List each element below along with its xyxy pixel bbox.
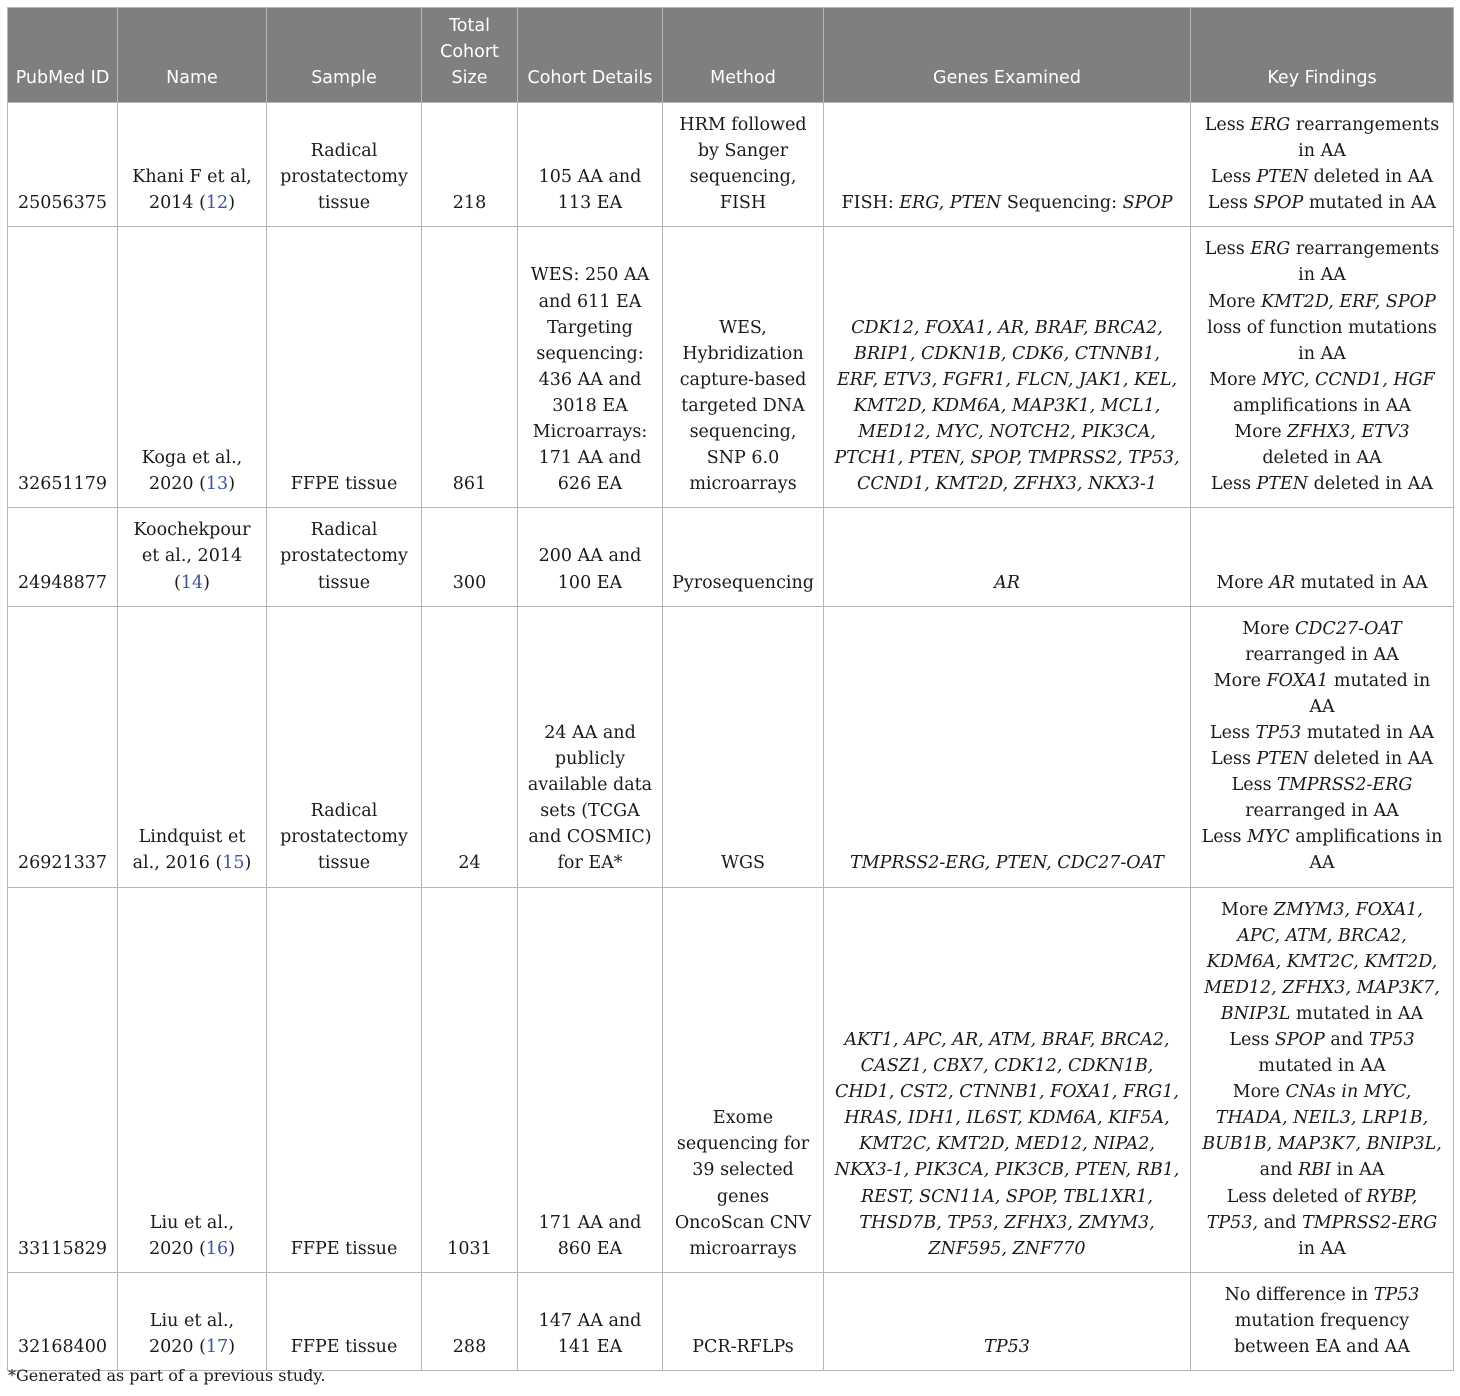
table-footnote: *Generated as part of a previous study. [8,1366,326,1385]
table-row [8,508,1454,606]
text-segment: More [1234,422,1288,443]
text-line [1199,1282,1445,1360]
gene-name: AR [994,572,1020,593]
header-cohort-details: Cohort Details [518,8,663,103]
header-total-cohort-size: Total Cohort Size [422,8,518,103]
reference-link[interactable]: 16 [205,1238,229,1259]
gene-name: ZMYM3, FOXA1, APC, ATM, BRCA2, KDM6A, KMT2C, KMT2D, MED12, ZFHX3, MAP3K7, BNIP3L [1204,899,1440,1024]
text-segment: Less [1207,193,1254,214]
text-line [832,1334,1182,1360]
table-row [8,606,1454,887]
cell-cohort-details: 105 AA and 113 EA [518,103,663,227]
cell-pubmed-id: 24948877 [8,508,118,606]
study-name: Lindquist et al., 2016 [132,827,246,874]
cell-sample: FFPE tissue [267,1272,422,1370]
gene-name: ZFHX3, ETV3 [1287,422,1410,443]
gene-name: RBI [1298,1160,1332,1181]
gene-name: TP53 [984,1337,1030,1358]
text-segment: More [1209,369,1262,390]
cell-genes-examined [824,508,1191,606]
text-line [832,850,1182,876]
text-line [1199,367,1445,419]
study-name: Liu et al., 2020 [148,1212,235,1259]
text-segment: Less [1211,167,1257,188]
study-name: Liu et al., 2020 [148,1310,235,1358]
table-row [8,227,1454,508]
text-segment: More [1232,1082,1286,1103]
cell-cohort-details: 200 AA and 100 EA [518,508,663,606]
text-segment: Less [1231,775,1278,796]
genomic-studies-table [7,7,1454,1371]
text-line [832,1027,1182,1262]
table-header-row [8,8,1454,103]
cell-total-cohort-size: 861 [422,227,518,508]
text-segment: rearrangements in AA [1290,239,1440,286]
text-segment: rearranged in AA [1245,644,1399,665]
table-row [8,887,1454,1272]
text-segment: More [1208,291,1262,312]
text-segment: mutated in AA [1294,572,1428,593]
text-segment: FISH: [841,193,900,214]
header-method: Method [663,8,824,103]
cell-genes-examined [824,887,1191,1272]
text-line [1199,746,1445,772]
text-segment: and [1324,1030,1369,1050]
gene-name: CDK12, FOXA1, AR, BRAF, BRCA2, BRIP1, CDKN1B, CDK6, CTNNB1, ERF, ETV3, FGFR1, FLCN, JAK1, KEL, KMT2D, KDM6A, MAP3K1, MCL1, MED12, MYC, NOTCH2, PIK3CA, PTCH1, PTEN, SPOP, TMPRSS2, TP53, CCND1, KMT2D, ZFHX3, NKX3-1 [834,317,1180,495]
cell-cohort-details: 147 AA and 141 EA [518,1272,663,1370]
table-row [8,103,1454,227]
header-key-findings: Key Findings [1191,8,1454,103]
text-segment: in AA [1298,1238,1346,1259]
text-segment: Less [1210,722,1256,743]
header-genes-examined: Genes Examined [824,8,1191,103]
text-segment: mutated in AA [1290,1003,1424,1024]
text-segment: amplifications in AA [1289,827,1443,874]
cell-pubmed-id: 32168400 [8,1272,118,1370]
text-segment: deleted in AA [1262,448,1382,469]
text-segment: in AA [1331,1160,1385,1181]
gene-name: MYC, CCND1, HGF [1261,369,1435,390]
cell-name: Liu et al., 2020 (16) [118,887,267,1272]
cell-pubmed-id: 26921337 [8,606,118,887]
cell-key-findings [1191,1272,1454,1370]
cell-genes-examined [824,103,1191,227]
text-segment: More [1242,618,1296,639]
cell-cohort-details: 24 AA and publicly available data sets (TCGA and COSMIC) for EA* [518,606,663,887]
reference-link[interactable]: 13 [205,474,229,495]
cell-key-findings [1191,508,1454,606]
text-line [1199,772,1445,824]
gene-name: PTEN [1256,749,1309,770]
cell-total-cohort-size: 300 [422,508,518,606]
header-name: Name [118,8,267,103]
cell-method: WES, Hybridization capture-based targeted DNA sequencing, SNP 6.0 microarrays [663,227,824,508]
text-segment: mutated in AA [1258,1056,1386,1077]
cell-name: Lindquist et al., 2016 (15) [118,606,267,887]
text-line [1199,897,1445,1027]
cell-name: Liu et al., 2020 (17) [118,1272,267,1370]
gene-name: KMT2D, ERF, SPOP [1261,291,1436,312]
text-line [1199,236,1445,288]
text-line [832,190,1182,216]
cell-method: Pyrosequencing [663,508,824,606]
text-line [1199,289,1445,367]
text-segment: No difference in [1224,1284,1374,1305]
text-segment: amplifications in AA [1232,395,1412,416]
gene-name: SPOP [1253,193,1304,214]
header-sample: Sample [267,8,422,103]
reference-link[interactable]: 17 [205,1337,229,1358]
reference-link[interactable]: 12 [205,193,229,214]
cell-name: Koga et al., 2020 (13) [118,227,267,508]
gene-name: FOXA1 [1266,670,1329,691]
text-line [1199,419,1445,471]
text-segment: Less [1201,827,1248,848]
gene-name: ERG [1250,239,1291,260]
gene-name: TMPRSS2-ERG, PTEN, CDC27-OAT [850,853,1164,874]
table-body [8,103,1454,1371]
text-segment: loss of function mutations in AA [1207,317,1437,364]
cell-method: Exome sequencing for 39 selected genes OncoScan CNV microarrays [663,887,824,1272]
cell-method: PCR-RFLPs [663,1272,824,1370]
cell-pubmed-id: 32651179 [8,227,118,508]
text-line [1199,471,1445,497]
text-segment: Sequencing: [1001,193,1123,214]
cell-pubmed-id: 25056375 [8,103,118,227]
gene-name: AKT1, APC, AR, ATM, BRAF, BRCA2, CASZ1, CBX7, CDK12, CDKN1B, CHD1, CST2, CTNNB1, FOXA1, FRG1, HRAS, IDH1, IL6ST, KDM6A, KIF5A, KMT2C, KMT2D, MED12, NIPA2, NKX3-1, PIK3CA, PIK3CB, PTEN, RB1, REST, SCN11A, SPOP, TBL1XR1, THSD7B, TP53, ZFHX3, ZMYM3, ZNF595, ZNF770 [834,1030,1180,1259]
text-segment: mutated in AA [1303,193,1437,214]
study-name: Koochekpour et al., 2014 [133,520,251,567]
reference-link[interactable]: 15 [222,853,245,874]
text-segment: deleted in AA [1308,474,1433,495]
gene-name: RYBP, TP53, [1206,1186,1418,1233]
gene-name: AR [1269,572,1295,593]
text-line [1199,668,1445,720]
gene-name: TMPRSS2-ERG [1302,1212,1438,1233]
table-row [8,1272,1454,1370]
text-segment: Less [1204,115,1251,135]
text-segment: More [1213,670,1267,691]
cell-key-findings [1191,227,1454,508]
text-line [832,315,1182,498]
header-pubmed-id: PubMed ID [8,8,118,103]
gene-name: PTEN [1256,474,1309,495]
text-segment: rearranged in AA [1245,801,1399,822]
gene-name: CDC27-OAT [1295,618,1402,639]
text-segment: deleted in AA [1308,749,1433,770]
gene-name: TP53 [1368,1030,1415,1050]
text-segment: and [1258,1212,1303,1233]
gene-name: TMPRSS2-ERG [1277,775,1413,796]
cell-total-cohort-size: 288 [422,1272,518,1370]
gene-name: CNAs in MYC, THADA, NEIL3, LRP1B, BUB1B, MAP3K7, BNIP3L, [1202,1082,1442,1155]
cell-total-cohort-size: 218 [422,103,518,227]
cell-total-cohort-size: 1031 [422,887,518,1272]
gene-name: MYC [1247,827,1290,848]
text-segment: rearrangements in AA [1290,115,1440,162]
cell-cohort-details: WES: 250 AA and 611 EA Targeting sequencing: 436 AA and 3018 EA Microarrays: 171 AA and 626 EA [518,227,663,508]
text-segment: Less deleted of [1226,1186,1367,1207]
text-segment: Less [1211,474,1257,495]
text-line [832,570,1182,596]
cell-method: HRM followed by Sanger sequencing, FISH [663,103,824,227]
cell-genes-examined [824,606,1191,887]
cell-sample: FFPE tissue [267,227,422,508]
text-line [1199,190,1445,216]
gene-name: SPOP [1274,1030,1325,1050]
cell-cohort-details: 171 AA and 860 EA [518,887,663,1272]
study-name: Khani F et al, 2014 [132,167,252,214]
text-segment: Less [1204,239,1251,260]
text-line [1199,1027,1445,1079]
cell-key-findings [1191,887,1454,1272]
cell-sample: Radical prostatectomy tissue [267,606,422,887]
text-segment: mutated in AA [1309,670,1431,717]
cell-sample: Radical prostatectomy tissue [267,103,422,227]
gene-name: ERG [1250,115,1291,135]
text-line [1199,1184,1445,1262]
gene-name: TP53 [1373,1284,1420,1305]
cell-key-findings [1191,103,1454,227]
text-line [1199,616,1445,668]
text-segment: mutated in AA [1301,722,1434,743]
reference-link[interactable]: 14 [180,572,204,593]
gene-name: ERG, PTEN [899,193,1002,214]
gene-name: PTEN [1256,167,1309,188]
cell-key-findings [1191,606,1454,887]
cell-genes-examined [824,1272,1191,1370]
text-line [1199,112,1445,164]
text-line [1199,570,1445,596]
text-line [1199,1079,1445,1183]
study-name: Koga et al., 2020 [141,448,243,495]
cell-pubmed-id: 33115829 [8,887,118,1272]
cell-method: WGS [663,606,824,887]
cell-name: Koochekpour et al., 2014 (14) [118,508,267,606]
text-segment: and [1259,1160,1299,1181]
cell-sample: FFPE tissue [267,887,422,1272]
gene-name: TP53 [1255,722,1302,743]
text-segment: More [1221,899,1274,920]
gene-name: SPOP [1122,193,1173,214]
text-segment: Less [1211,749,1257,770]
cell-total-cohort-size: 24 [422,606,518,887]
text-line [1199,720,1445,746]
text-segment: More [1216,572,1270,593]
text-segment: deleted in AA [1308,167,1433,188]
text-line [1199,164,1445,190]
cell-sample: Radical prostatectomy tissue [267,508,422,606]
text-line [1199,824,1445,876]
cell-name: Khani F et al, 2014 (12) [118,103,267,227]
text-segment: Less [1229,1030,1275,1050]
cell-genes-examined [824,227,1191,508]
text-segment: mutation frequency between EA and AA [1234,1310,1410,1358]
